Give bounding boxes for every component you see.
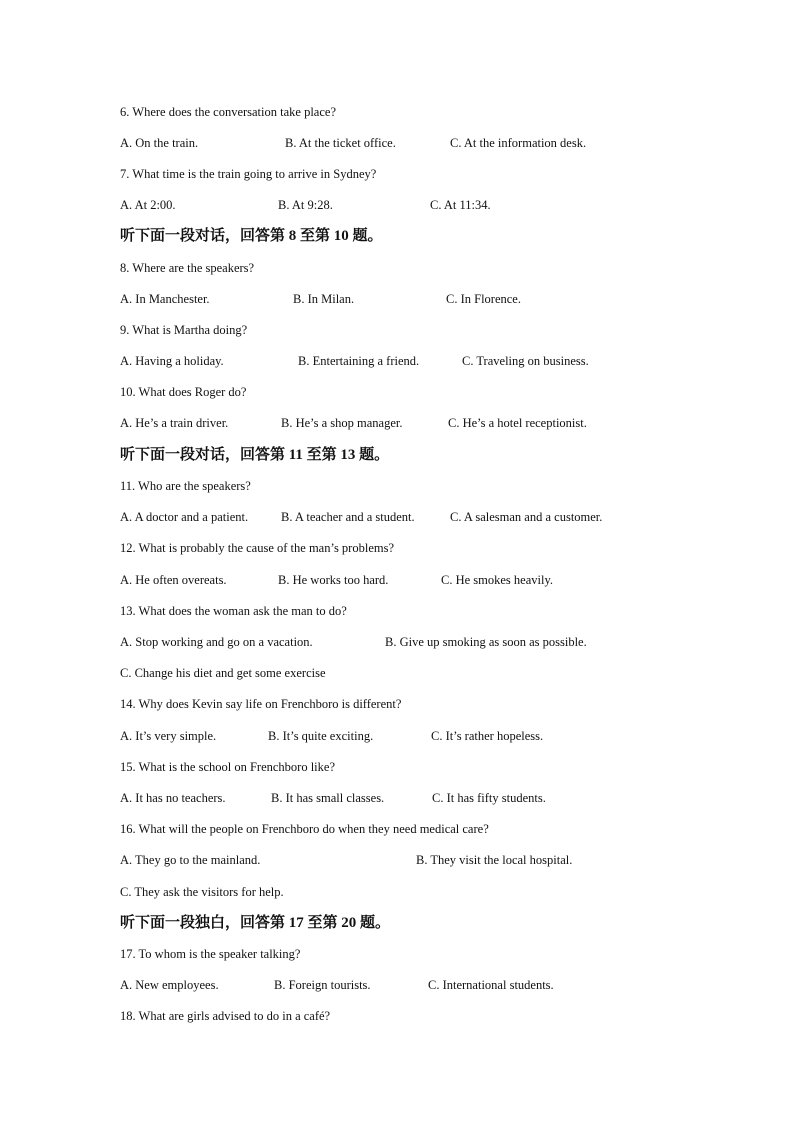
answer-option: B. He’s a shop manager. (281, 416, 403, 430)
question-text: 18. What are girls advised to do in a café? (120, 1009, 331, 1023)
answer-option: B. It’s quite exciting. (268, 729, 374, 743)
answer-option: C. He’s a hotel receptionist. (448, 416, 587, 430)
answer-option: B. It has small classes. (271, 791, 385, 805)
answer-option: A. A doctor and a patient. (120, 510, 249, 524)
answer-option: B. A teacher and a student. (281, 510, 415, 524)
answer-option: B. In Milan. (293, 292, 355, 306)
answer-option: A. On the train. (120, 136, 199, 150)
answer-option: C. Change his diet and get some exercise (120, 666, 326, 680)
question-text: 10. What does Roger do? (120, 385, 247, 399)
question-text: 14. Why does Kevin say life on Frenchboro is different? (120, 697, 402, 711)
question-text: 7. What time is the train going to arrive in Sydney? (120, 167, 377, 181)
question-text: 12. What is probably the cause of the man’s problems? (120, 541, 395, 555)
answer-option: B. He works too hard. (278, 573, 389, 587)
answer-option: A. Having a holiday. (120, 354, 224, 368)
section-heading: 听下面一段对话，回答第 11 至第 13 题。 (120, 447, 390, 463)
answer-option: C. It’s rather hopeless. (431, 729, 544, 743)
question-text: 6. Where does the conversation take place? (120, 105, 336, 119)
answer-option: B. They visit the local hospital. (416, 853, 573, 867)
answer-option: C. International students. (428, 978, 554, 992)
answer-option: B. At 9:28. (278, 198, 333, 212)
section-heading: 听下面一段对话，回答第 8 至第 10 题。 (120, 228, 383, 244)
answer-option: B. Foreign tourists. (274, 978, 371, 992)
answer-option: C. In Florence. (446, 292, 521, 306)
answer-option: A. They go to the mainland. (120, 853, 261, 867)
question-text: 11. Who are the speakers? (120, 479, 251, 493)
answer-option: A. It has no teachers. (120, 791, 226, 805)
answer-option: C. It has fifty students. (432, 791, 546, 805)
question-text: 17. To whom is the speaker talking? (120, 947, 301, 961)
question-text: 16. What will the people on Frenchboro do when they need medical care? (120, 822, 489, 836)
question-text: 13. What does the woman ask the man to do? (120, 604, 347, 618)
question-text: 8. Where are the speakers? (120, 261, 255, 275)
answer-option: B. Give up smoking as soon as possible. (385, 635, 587, 649)
answer-option: B. At the ticket office. (285, 136, 396, 150)
answer-option: A. It’s very simple. (120, 729, 217, 743)
answer-option: A. At 2:00. (120, 198, 176, 212)
answer-option: C. A salesman and a customer. (450, 510, 603, 524)
answer-option: A. In Manchester. (120, 292, 210, 306)
answer-option: A. New employees. (120, 978, 219, 992)
question-text: 15. What is the school on Frenchboro like? (120, 760, 336, 774)
answer-option: C. Traveling on business. (462, 354, 589, 368)
answer-option: B. Entertaining a friend. (298, 354, 420, 368)
section-heading: 听下面一段独白，回答第 17 至第 20 题。 (120, 915, 391, 931)
answer-option: C. At the information desk. (450, 136, 587, 150)
answer-option: C. They ask the visitors for help. (120, 885, 284, 899)
answer-option: C. At 11:34. (430, 198, 491, 212)
answer-option: C. He smokes heavily. (441, 573, 554, 587)
answer-option: A. He often overeats. (120, 573, 227, 587)
answer-option: A. He’s a train driver. (120, 416, 229, 430)
question-text: 9. What is Martha doing? (120, 323, 248, 337)
answer-option: A. Stop working and go on a vacation. (120, 635, 313, 649)
